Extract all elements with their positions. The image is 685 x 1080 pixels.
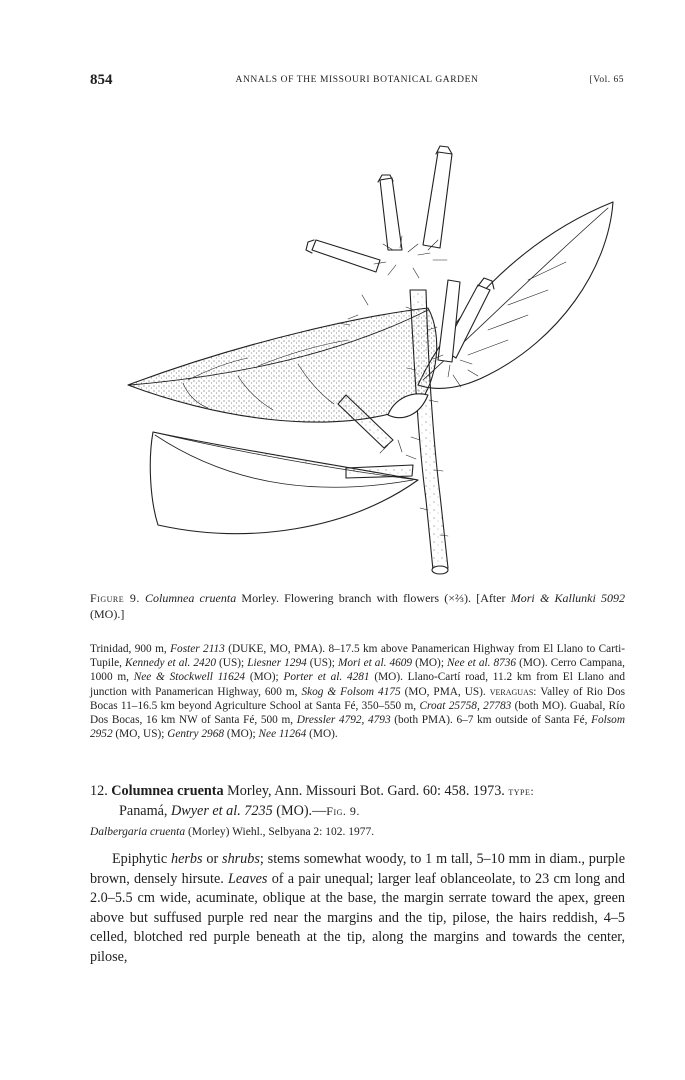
description-text: ; stems somewhat woody, to 1 m tall, 5–10 mm in diam., purple brown, densely hirsute. <box>90 851 625 887</box>
collector: Foster 2113 <box>170 643 225 655</box>
specimen-text: (US); <box>306 657 338 670</box>
description-term: shrubs <box>222 851 260 867</box>
flower-3 <box>306 240 380 272</box>
specimen-text: (MO, PMA, US). <box>400 685 490 698</box>
collector: Liesner 1294 <box>247 657 307 670</box>
collector: Mori et al. 4609 <box>337 657 413 670</box>
collector: Kennedy et al. 2420 <box>124 657 216 670</box>
botanical-illustration <box>88 140 628 585</box>
specimen-text: (US); <box>216 657 248 670</box>
type-collector: Dwyer et al. 7235 <box>171 803 273 819</box>
lower-leaf <box>150 432 418 534</box>
specimen-text: (both PMA). 6–7 km outside of Santa Fé, <box>390 714 592 727</box>
specimen-text: (MO, US); <box>112 728 168 741</box>
description-term: herbs <box>171 851 203 867</box>
description-text: Epiphytic <box>112 851 172 867</box>
species-name: Columnea cruenta <box>111 783 224 799</box>
type-locality: Panamá, <box>119 803 172 819</box>
description-text: of a pair unequal; larger leaf oblanceolate, to 23 cm long and 2.0–5.5 cm wide, acuminate, oblique at the base, the margin serrate toward the apex, green above but suffused purple red near the margins and the tip, pilose, the hairs reddish, 4–5 celled, blotched red purple beneath at the tip, along the margins and towards the center, pilose, <box>90 870 625 965</box>
collector: Nee et al. 8736 <box>447 657 517 670</box>
specimens-examined <box>90 642 625 741</box>
collector: Croat 25758, 27783 <box>419 699 512 712</box>
synonym-citation: (Morley) Wiehl., Selbyana 2: 102. 1977. <box>185 826 375 838</box>
flower-2 <box>378 175 402 250</box>
caption-author: Morley. <box>241 591 279 605</box>
upper-left-leaf <box>128 308 437 422</box>
specimen-text: (MO). <box>306 728 338 741</box>
specimen-text: (DUKE, MO, PMA). 8–17.5 km above Panamerican Highway from El Llano to Carti-Tupile, <box>90 643 625 670</box>
specimen-text: (MO); <box>412 657 448 670</box>
caption-source-collector: Mori & Kallunki 5092 <box>510 591 626 605</box>
caption-source-herbarium: (MO).] <box>90 607 125 621</box>
volume-label: [Vol. 65 <box>589 75 624 85</box>
caption-text: Flowering branch with flowers (×⅔). [After <box>284 591 506 605</box>
flower-7 <box>346 465 413 478</box>
collector: Nee & Stockwell 11624 <box>133 671 246 684</box>
species-description <box>90 850 625 968</box>
description-text: or <box>202 851 223 867</box>
species-number: 12. <box>90 783 108 799</box>
species-heading <box>90 781 625 821</box>
specimen-text: Trinidad, 900 m, <box>90 643 171 655</box>
species-citation: Morley, Ann. Missouri Bot. Gard. 60: 458. 1973. <box>223 783 509 799</box>
specimen-text: (both MO). Guabal, Río Dos Bocas, 16 km NW of Santa Fé, 500 m, <box>90 699 625 727</box>
synonym-name: Dalbergaria cruenta <box>90 826 186 838</box>
caption-species: Columnea cruenta <box>145 591 237 605</box>
collector: Nee 11264 <box>258 728 307 741</box>
caption-label: Figure 9. <box>90 591 140 605</box>
specimen-text: (MO); <box>245 671 284 684</box>
specimen-text: (MO). Llano-Cartí road, 11.2 km from El Llano and junction with Panamerican Highway, 600 m, <box>90 671 626 698</box>
figure-reference: Fig. 9. <box>326 804 360 818</box>
collector: Folsom 2952 <box>90 714 625 741</box>
specimen-text: (MO). Cerro Campana, 1000 m, <box>90 657 625 684</box>
collector: Porter et al. 4281 <box>283 671 370 684</box>
flower-1 <box>423 146 452 248</box>
description-term: Leaves <box>228 870 268 887</box>
collector: Gentry 2968 <box>167 728 224 741</box>
type-label: type: <box>508 784 535 798</box>
running-header <box>90 72 624 92</box>
synonym-line <box>90 826 625 838</box>
specimen-text: (MO); <box>224 728 259 741</box>
type-line <box>90 801 625 821</box>
specimen-text: Valley of Rio Dos Bocas 11–16.5 km beyond Agriculture School at Santa Fé, 350–550 m, <box>90 685 625 712</box>
figure-caption <box>90 590 625 622</box>
collector: Dressler 4792, 4793 <box>296 714 391 727</box>
page-number: 854 <box>90 72 113 88</box>
type-tail: (MO).— <box>272 803 327 819</box>
collector: Skog & Folsom 4175 <box>301 685 401 698</box>
journal-running-title: ANNALS OF THE MISSOURI BOTANICAL GARDEN <box>235 75 479 85</box>
province-label: veraguas: <box>489 685 537 698</box>
